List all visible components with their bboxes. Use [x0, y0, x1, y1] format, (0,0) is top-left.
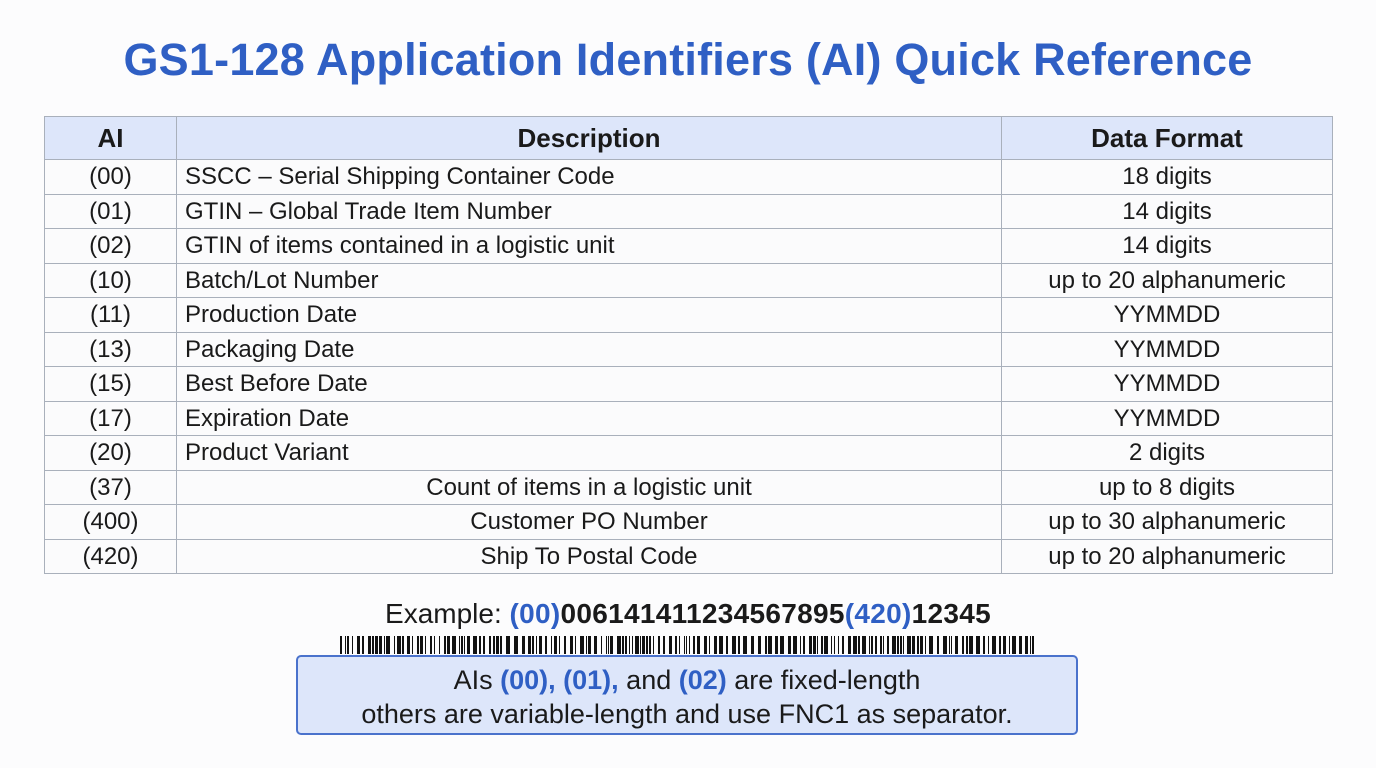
barcode-bar	[559, 636, 560, 654]
barcode-bar	[1012, 636, 1016, 654]
barcode-bar	[467, 636, 470, 654]
barcode-bar	[817, 636, 818, 654]
barcode-bar	[848, 636, 851, 654]
example-code-part: 12345	[911, 598, 991, 629]
barcode-bar	[1025, 636, 1028, 654]
barcode-bar	[444, 636, 446, 654]
ai-reference-table	[44, 116, 1333, 574]
example-code-part: 5	[828, 598, 845, 629]
header-data-format: Data Format	[1002, 117, 1333, 160]
barcode-bar	[732, 636, 736, 654]
barcode-bar	[1003, 636, 1006, 654]
barcode-bar	[929, 636, 933, 654]
header-ai: AI	[45, 117, 177, 160]
barcode-bar	[649, 636, 651, 654]
barcode-bar	[514, 636, 518, 654]
barcode-bar	[340, 636, 342, 654]
barcode-bar	[917, 636, 919, 654]
barcode-bar	[588, 636, 591, 654]
cell-description: Batch/Lot Number	[177, 263, 1002, 298]
example-code-part: 00614141123456789	[560, 598, 829, 629]
barcode-bar	[461, 636, 463, 654]
barcode-bar	[962, 636, 964, 654]
table-row	[45, 194, 1333, 229]
cell-ai: (37)	[45, 470, 177, 505]
barcode-bar	[686, 636, 687, 654]
barcode-bar	[813, 636, 816, 654]
barcode-bar	[743, 636, 747, 654]
barcode-bar	[663, 636, 665, 654]
barcode-bar	[943, 636, 947, 654]
barcode-bar	[821, 636, 823, 654]
example-label: Example:	[385, 598, 502, 629]
barcode-bar	[594, 636, 597, 654]
table-row	[45, 298, 1333, 333]
barcode-bar	[834, 636, 835, 654]
table-row	[45, 539, 1333, 574]
barcode-bar	[955, 636, 958, 654]
barcode-bar	[999, 636, 1001, 654]
cell-description: Packaging Date	[177, 332, 1002, 367]
cell-ai: (11)	[45, 298, 177, 333]
barcode-bar	[464, 636, 465, 654]
table-row	[45, 367, 1333, 402]
cell-description: Best Before Date	[177, 367, 1002, 402]
cell-ai: (400)	[45, 505, 177, 540]
barcode-bar	[875, 636, 877, 654]
barcode-bar	[496, 636, 499, 654]
barcode-bar	[679, 636, 680, 654]
table-header-row	[45, 117, 1333, 160]
barcode-bar	[949, 636, 950, 654]
cell-data-format: YYMMDD	[1002, 298, 1333, 333]
barcode-bar	[459, 636, 460, 654]
barcode-bar	[969, 636, 973, 654]
barcode-bar	[693, 636, 695, 654]
barcode-bar	[858, 636, 860, 654]
barcode-bar	[608, 636, 609, 654]
cell-ai: (00)	[45, 160, 177, 195]
barcode-bar	[580, 636, 584, 654]
barcode-bar	[606, 636, 607, 654]
barcode-bar	[539, 636, 542, 654]
barcode-bar	[635, 636, 639, 654]
barcode-bar	[625, 636, 627, 654]
barcode-bar	[765, 636, 767, 654]
cell-data-format: YYMMDD	[1002, 401, 1333, 436]
barcode-bar	[545, 636, 547, 654]
barcode-bar	[689, 636, 690, 654]
header-description: Description	[177, 117, 1002, 160]
barcode-bar	[1019, 636, 1022, 654]
barcode-bar	[793, 636, 797, 654]
barcode-bar	[726, 636, 728, 654]
barcode-bar	[788, 636, 791, 654]
barcode-bar	[493, 636, 495, 654]
barcode-bar	[452, 636, 456, 654]
cell-data-format: 18 digits	[1002, 160, 1333, 195]
barcode-bar	[684, 636, 685, 654]
cell-ai: (420)	[45, 539, 177, 574]
barcode-bar	[1032, 636, 1034, 654]
barcode-bar	[417, 636, 419, 654]
barcode-bar	[869, 636, 870, 654]
table-row	[45, 263, 1333, 298]
note-text-part: and	[618, 665, 679, 695]
barcode-bar	[394, 636, 395, 654]
cell-ai: (20)	[45, 436, 177, 471]
barcode-bar	[372, 636, 374, 654]
barcode-bar	[632, 636, 633, 654]
cell-ai: (15)	[45, 367, 177, 402]
barcode-bar	[951, 636, 952, 654]
note-text-part: are fixed-length	[726, 665, 921, 695]
barcode-bar	[357, 636, 360, 654]
note-text-part: AIs	[453, 665, 501, 695]
barcode-bar	[925, 636, 926, 654]
barcode-bar	[709, 636, 710, 654]
barcode-bar	[379, 636, 382, 654]
table-row	[45, 160, 1333, 195]
barcode-bar	[751, 636, 754, 654]
example-line	[0, 597, 1376, 631]
barcode-bar	[402, 636, 404, 654]
barcode-bar	[900, 636, 902, 654]
cell-description: GTIN – Global Trade Item Number	[177, 194, 1002, 229]
barcode-bar	[489, 636, 491, 654]
barcode-bar	[862, 636, 866, 654]
cell-data-format: up to 20 alphanumeric	[1002, 539, 1333, 574]
barcode-bar	[907, 636, 911, 654]
barcode-bar	[473, 636, 477, 654]
note-line-1	[298, 663, 1076, 697]
barcode-bar	[586, 636, 587, 654]
barcode-bar	[937, 636, 939, 654]
barcode-bar	[551, 636, 552, 654]
barcode-bar	[610, 636, 613, 654]
note-line-2: others are variable-length and use FNC1 as separator.	[361, 699, 1013, 729]
barcode-bar	[983, 636, 985, 654]
barcode-bar	[506, 636, 510, 654]
barcode-bar	[809, 636, 812, 654]
barcode-bar	[880, 636, 882, 654]
barcode-bar	[412, 636, 413, 654]
barcode-bar	[420, 636, 423, 654]
barcode-bar	[897, 636, 899, 654]
cell-data-format: YYMMDD	[1002, 332, 1333, 367]
barcode-bar	[375, 636, 378, 654]
barcode-bar	[966, 636, 968, 654]
barcode-bar	[640, 636, 641, 654]
barcode-bar	[697, 636, 700, 654]
barcode-bar	[838, 636, 839, 654]
barcode-bar	[384, 636, 385, 654]
barcode-bar	[575, 636, 576, 654]
barcode-bar	[397, 636, 401, 654]
cell-data-format: 2 digits	[1002, 436, 1333, 471]
barcode-bar	[800, 636, 801, 654]
example-code-part: (420)	[844, 598, 912, 629]
barcode-bar	[345, 636, 346, 654]
barcode-bar	[780, 636, 784, 654]
barcode-bar	[528, 636, 531, 654]
barcode-bar	[646, 636, 648, 654]
cell-ai: (17)	[45, 401, 177, 436]
barcode-bar	[500, 636, 502, 654]
barcode-bar	[669, 636, 672, 654]
barcode-bar	[920, 636, 923, 654]
barcode-bar	[536, 636, 537, 654]
cell-data-format: 14 digits	[1002, 229, 1333, 264]
barcode-bar	[564, 636, 566, 654]
cell-data-format: up to 8 digits	[1002, 470, 1333, 505]
barcode-bar	[434, 636, 435, 654]
barcode-bar	[871, 636, 873, 654]
cell-description: Ship To Postal Code	[177, 539, 1002, 574]
barcode-bar	[883, 636, 884, 654]
barcode-bar	[992, 636, 996, 654]
table-row	[45, 436, 1333, 471]
barcode-bar	[601, 636, 602, 654]
table-row	[45, 470, 1333, 505]
barcode-bar	[675, 636, 677, 654]
cell-description: Production Date	[177, 298, 1002, 333]
barcode-bar	[368, 636, 371, 654]
cell-description: Count of items in a logistic unit	[177, 470, 1002, 505]
barcode-bar	[912, 636, 915, 654]
cell-ai: (02)	[45, 229, 177, 264]
table-row	[45, 332, 1333, 367]
cell-description: Customer PO Number	[177, 505, 1002, 540]
barcode-bar	[988, 636, 989, 654]
barcode-bar	[775, 636, 778, 654]
barcode-bar	[347, 636, 349, 654]
table-row	[45, 401, 1333, 436]
barcode-bar	[831, 636, 832, 654]
barcode-bar	[824, 636, 828, 654]
cell-data-format: up to 20 alphanumeric	[1002, 263, 1333, 298]
barcode-bar	[853, 636, 857, 654]
barcode-bar	[714, 636, 717, 654]
barcode-bar	[554, 636, 557, 654]
cell-ai: (10)	[45, 263, 177, 298]
barcode-bar	[768, 636, 772, 654]
barcode-bar	[892, 636, 896, 654]
cell-data-format: 14 digits	[1002, 194, 1333, 229]
barcode-bar	[903, 636, 904, 654]
barcode-bar	[758, 636, 761, 654]
page-title: GS1-128 Application Identifiers (AI) Quick Reference	[123, 34, 1253, 85]
cell-description: SSCC – Serial Shipping Container Code	[177, 160, 1002, 195]
barcode-graphic	[340, 636, 1036, 654]
table-row	[45, 229, 1333, 264]
cell-data-format: YYMMDD	[1002, 367, 1333, 402]
table-row	[45, 505, 1333, 540]
barcode-bar	[532, 636, 534, 654]
barcode-bar	[704, 636, 707, 654]
barcode-bar	[842, 636, 844, 654]
barcode-bar	[570, 636, 573, 654]
barcode-bar	[617, 636, 621, 654]
cell-description: GTIN of items contained in a logistic unit	[177, 229, 1002, 264]
barcode-bar	[1009, 636, 1010, 654]
cell-description: Product Variant	[177, 436, 1002, 471]
barcode-bar	[642, 636, 645, 654]
barcode-bar	[622, 636, 624, 654]
barcode-bar	[407, 636, 410, 654]
barcode-bar	[386, 636, 390, 654]
barcode-bar	[653, 636, 654, 654]
barcode-bar	[483, 636, 485, 654]
cell-ai: (01)	[45, 194, 177, 229]
barcode-bar	[425, 636, 426, 654]
example-code	[510, 598, 991, 629]
barcode-bar	[887, 636, 889, 654]
barcode-bar	[658, 636, 660, 654]
barcode-bar	[447, 636, 450, 654]
barcode-bar	[362, 636, 364, 654]
barcode-bar	[738, 636, 740, 654]
barcode-bar	[479, 636, 481, 654]
barcode-bar	[439, 636, 440, 654]
cell-data-format: up to 30 alphanumeric	[1002, 505, 1333, 540]
example-code-part: (00)	[509, 598, 561, 629]
barcode-bar	[352, 636, 353, 654]
barcode-bar	[719, 636, 723, 654]
cell-ai: (13)	[45, 332, 177, 367]
barcode-bar	[976, 636, 980, 654]
note-text-part: (00), (01),	[500, 665, 619, 695]
note-text-part: (02)	[678, 665, 727, 695]
barcode-bar	[522, 636, 525, 654]
cell-description: Expiration Date	[177, 401, 1002, 436]
barcode-bar	[1030, 636, 1031, 654]
note-box	[296, 655, 1078, 735]
barcode-bar	[629, 636, 630, 654]
barcode-bar	[430, 636, 432, 654]
barcode-bar	[803, 636, 805, 654]
